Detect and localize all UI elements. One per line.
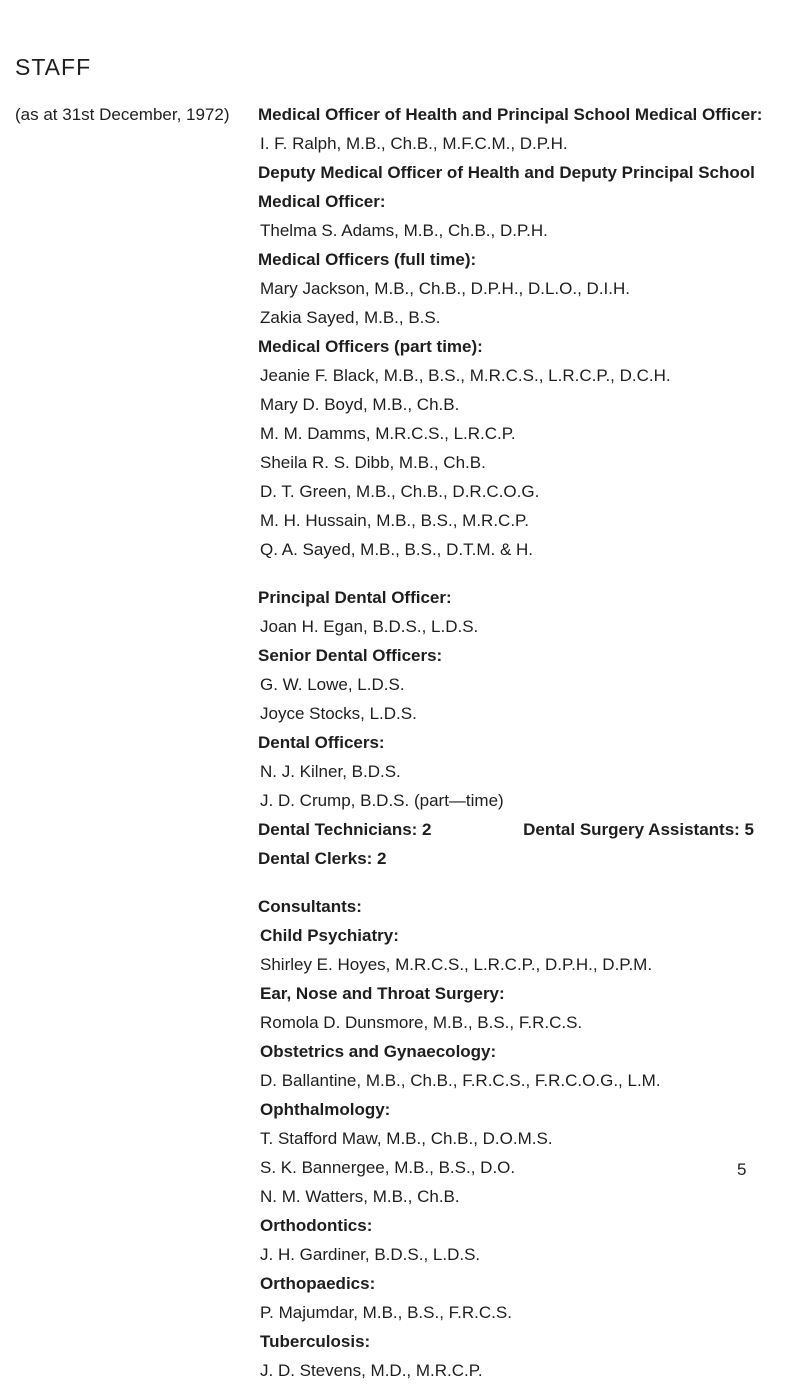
as-at-date: (as at 31st December, 1972) xyxy=(15,105,230,124)
section-spacer xyxy=(258,873,768,892)
specialty-heading: Tuberculosis: xyxy=(260,1332,371,1351)
staff-name: Thelma S. Adams, M.B., Ch.B., D.P.H. xyxy=(260,221,548,240)
specialty-heading: Child Psychiatry: xyxy=(260,926,399,945)
specialty-heading: Ear, Nose and Throat Surgery: xyxy=(260,984,505,1003)
dental-clerks: Dental Clerks: 2 xyxy=(258,849,387,868)
sdo-heading: Senior Dental Officers: xyxy=(258,646,443,665)
staff-name: T. Stafford Maw, M.B., Ch.B., D.O.M.S. xyxy=(260,1129,553,1148)
section-spacer xyxy=(258,564,768,583)
pdo-heading: Principal Dental Officer: xyxy=(258,588,452,607)
specialty-heading: Orthodontics: xyxy=(260,1216,373,1235)
staff-name: G. W. Lowe, L.D.S. xyxy=(260,675,405,694)
staff-name: S. K. Bannergee, M.B., B.S., D.O. xyxy=(260,1158,516,1177)
staff-name: Jeanie F. Black, M.B., B.S., M.R.C.S., L.R.C.P., D.C.H. xyxy=(260,366,671,385)
part-time-heading: Medical Officers (part time): xyxy=(258,337,483,356)
staff-name: N. M. Watters, M.B., Ch.B. xyxy=(260,1187,460,1206)
moh-heading: Medical Officer of Health and Principal School Medical Officer: xyxy=(258,105,763,124)
staff-name: J. D. Crump, B.D.S. (part—time) xyxy=(260,791,504,810)
consultants-heading: Consultants: xyxy=(258,897,362,916)
staff-name: Joyce Stocks, L.D.S. xyxy=(260,704,417,723)
staff-name: P. Majumdar, M.B., B.S., F.R.C.S. xyxy=(260,1303,512,1322)
staff-name: Mary D. Boyd, M.B., Ch.B. xyxy=(260,395,460,414)
staff-name: N. J. Kilner, B.D.S. xyxy=(260,762,401,781)
staff-name: D. T. Green, M.B., Ch.B., D.R.C.O.G. xyxy=(260,482,540,501)
do-heading: Dental Officers: xyxy=(258,733,385,752)
staff-name: I. F. Ralph, M.B., Ch.B., M.F.C.M., D.P.H. xyxy=(260,134,568,153)
specialty-heading: Ophthalmology: xyxy=(260,1100,391,1119)
dental-technicians: Dental Technicians: 2 xyxy=(258,820,432,839)
staff-name: M. M. Damms, M.R.C.S., L.R.C.P. xyxy=(260,424,516,443)
staff-name: Q. A. Sayed, M.B., B.S., D.T.M. & H. xyxy=(260,540,534,559)
dental-staff-row xyxy=(258,815,754,844)
staff-name: Joan H. Egan, B.D.S., L.D.S. xyxy=(260,617,479,636)
specialty-heading: Orthopaedics: xyxy=(260,1274,376,1293)
dental-surgery-assistants: Dental Surgery Assistants: 5 xyxy=(523,820,754,839)
staff-name: J. H. Gardiner, B.D.S., L.D.S. xyxy=(260,1245,481,1264)
full-time-heading: Medical Officers (full time): xyxy=(258,250,477,269)
staff-name: Mary Jackson, M.B., Ch.B., D.P.H., D.L.O., D.I.H. xyxy=(260,279,630,298)
staff-list xyxy=(258,100,768,1385)
staff-name: M. H. Hussain, M.B., B.S., M.R.C.P. xyxy=(260,511,529,530)
staff-name: Romola D. Dunsmore, M.B., B.S., F.R.C.S. xyxy=(260,1013,583,1032)
staff-name: Zakia Sayed, M.B., B.S. xyxy=(260,308,441,327)
deputy-heading: Deputy Medical Officer of Health and Deputy Principal School Medical Officer: xyxy=(258,163,755,211)
staff-name: D. Ballantine, M.B., Ch.B., F.R.C.S., F.R.C.O.G., L.M. xyxy=(260,1071,661,1090)
specialty-heading: Obstetrics and Gynaecology: xyxy=(260,1042,497,1061)
page-number: 5 xyxy=(737,1160,747,1179)
page-title: STAFF xyxy=(15,54,92,80)
staff-name: J. D. Stevens, M.D., M.R.C.P. xyxy=(260,1361,483,1380)
staff-name: Sheila R. S. Dibb, M.B., Ch.B. xyxy=(260,453,486,472)
staff-name: Shirley E. Hoyes, M.R.C.S., L.R.C.P., D.P.H., D.P.M. xyxy=(260,955,653,974)
